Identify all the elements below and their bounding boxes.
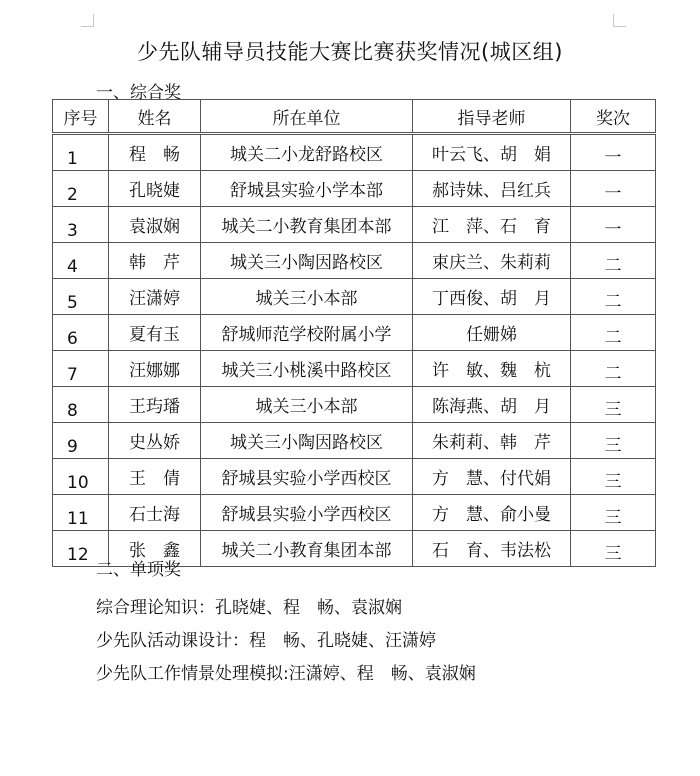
column-header-unit: 所在单位 bbox=[201, 100, 413, 134]
cell-unit: 城关二小教育集团本部 bbox=[201, 207, 413, 243]
cell-name: 王 倩 bbox=[109, 459, 201, 495]
cell-unit: 城关三小桃溪中路校区 bbox=[201, 351, 413, 387]
cell-rank: 三 bbox=[571, 531, 656, 567]
cell-rank: 三 bbox=[571, 387, 656, 423]
table-row bbox=[53, 387, 656, 423]
cell-unit: 舒城县实验小学本部 bbox=[201, 171, 413, 207]
cell-teacher: 江 萍、石 育 bbox=[413, 207, 571, 243]
award-winners: 汪潇婷、程 畅、袁淑娴 bbox=[288, 664, 476, 684]
cell-name: 韩 芹 bbox=[109, 243, 201, 279]
single-awards-list bbox=[96, 592, 476, 691]
cell-teacher: 许 敏、魏 杭 bbox=[413, 351, 571, 387]
cell-name: 程 畅 bbox=[109, 134, 201, 171]
cell-teacher: 束庆兰、朱莉莉 bbox=[413, 243, 571, 279]
award-winners: 程 畅、孔晓婕、汪潇婷 bbox=[249, 631, 436, 651]
cell-name: 汪潇婷 bbox=[109, 279, 201, 315]
cell-rank: 一 bbox=[571, 171, 656, 207]
cell-name: 石士海 bbox=[109, 495, 201, 531]
cell-name: 王玙璠 bbox=[109, 387, 201, 423]
cell-rank: 二 bbox=[571, 279, 656, 315]
cell-name: 袁淑娴 bbox=[109, 207, 201, 243]
section-heading-single: 二、单项奖 bbox=[96, 560, 181, 580]
cell-teacher: 丁西俊、胡 月 bbox=[413, 279, 571, 315]
table-row bbox=[53, 171, 656, 207]
table-header-row bbox=[53, 100, 656, 134]
cell-num: 8 bbox=[53, 387, 109, 423]
award-category: 少先队活动课设计： bbox=[96, 631, 249, 651]
cell-unit: 舒城县实验小学西校区 bbox=[201, 459, 413, 495]
cell-teacher: 叶云飞、胡 娟 bbox=[413, 134, 571, 171]
cell-rank: 三 bbox=[571, 459, 656, 495]
table-row bbox=[53, 134, 656, 171]
cell-num: 4 bbox=[53, 243, 109, 279]
cell-teacher: 石 育、韦法松 bbox=[413, 531, 571, 567]
table-row bbox=[53, 459, 656, 495]
cell-unit: 城关三小本部 bbox=[201, 387, 413, 423]
cell-rank: 三 bbox=[571, 495, 656, 531]
cell-unit: 舒城师范学校附属小学 bbox=[201, 315, 413, 351]
award-category: 综合理论知识： bbox=[96, 598, 215, 618]
cell-name: 夏有玉 bbox=[109, 315, 201, 351]
cell-name: 孔晓婕 bbox=[109, 171, 201, 207]
cell-num: 11 bbox=[53, 495, 109, 531]
cell-teacher: 方 慧、俞小曼 bbox=[413, 495, 571, 531]
award-winners: 孔晓婕、程 畅、袁淑娴 bbox=[215, 598, 402, 618]
single-award-line bbox=[96, 592, 476, 625]
cell-name: 张 鑫 bbox=[109, 531, 201, 567]
cell-num: 7 bbox=[53, 351, 109, 387]
page-corner-mark-left bbox=[81, 14, 94, 27]
table-row bbox=[53, 423, 656, 459]
cell-teacher: 朱莉莉、韩 芹 bbox=[413, 423, 571, 459]
cell-unit: 舒城县实验小学西校区 bbox=[201, 495, 413, 531]
award-category: 少先队工作情景处理模拟: bbox=[96, 664, 289, 684]
table-row bbox=[53, 279, 656, 315]
cell-unit: 城关三小陶因路校区 bbox=[201, 243, 413, 279]
single-award-line bbox=[96, 658, 476, 691]
cell-num: 1 bbox=[53, 134, 109, 171]
page-corner-mark-right bbox=[613, 14, 626, 27]
awards-table bbox=[52, 99, 656, 567]
cell-rank: 一 bbox=[571, 207, 656, 243]
cell-rank: 二 bbox=[571, 243, 656, 279]
table-row bbox=[53, 207, 656, 243]
column-header-rank: 奖次 bbox=[571, 100, 656, 134]
table-row bbox=[53, 243, 656, 279]
cell-teacher: 方 慧、付代娟 bbox=[413, 459, 571, 495]
cell-rank: 二 bbox=[571, 351, 656, 387]
document-title: 少先队辅导员技能大赛比赛获奖情况(城区组) bbox=[137, 40, 563, 64]
column-header-num: 序号 bbox=[53, 100, 109, 134]
table-row bbox=[53, 351, 656, 387]
table-row bbox=[53, 495, 656, 531]
cell-teacher: 陈海燕、胡 月 bbox=[413, 387, 571, 423]
cell-rank: 一 bbox=[571, 134, 656, 171]
cell-unit: 城关二小龙舒路校区 bbox=[201, 134, 413, 171]
cell-num: 5 bbox=[53, 279, 109, 315]
cell-name: 史丛娇 bbox=[109, 423, 201, 459]
column-header-teacher: 指导老师 bbox=[413, 100, 571, 134]
cell-num: 3 bbox=[53, 207, 109, 243]
cell-num: 10 bbox=[53, 459, 109, 495]
cell-teacher: 任姗娣 bbox=[413, 315, 571, 351]
cell-num: 12 bbox=[53, 531, 109, 567]
cell-num: 6 bbox=[53, 315, 109, 351]
section-heading-comprehensive: 一、综合奖 bbox=[96, 83, 181, 103]
cell-num: 2 bbox=[53, 171, 109, 207]
cell-num: 9 bbox=[53, 423, 109, 459]
cell-name: 汪娜娜 bbox=[109, 351, 201, 387]
cell-teacher: 郝诗妹、吕红兵 bbox=[413, 171, 571, 207]
column-header-name: 姓名 bbox=[109, 100, 201, 134]
cell-unit: 城关三小陶因路校区 bbox=[201, 423, 413, 459]
cell-rank: 二 bbox=[571, 315, 656, 351]
cell-rank: 三 bbox=[571, 423, 656, 459]
table-row bbox=[53, 315, 656, 351]
cell-unit: 城关三小本部 bbox=[201, 279, 413, 315]
single-award-line bbox=[96, 625, 476, 658]
cell-unit: 城关二小教育集团本部 bbox=[201, 531, 413, 567]
